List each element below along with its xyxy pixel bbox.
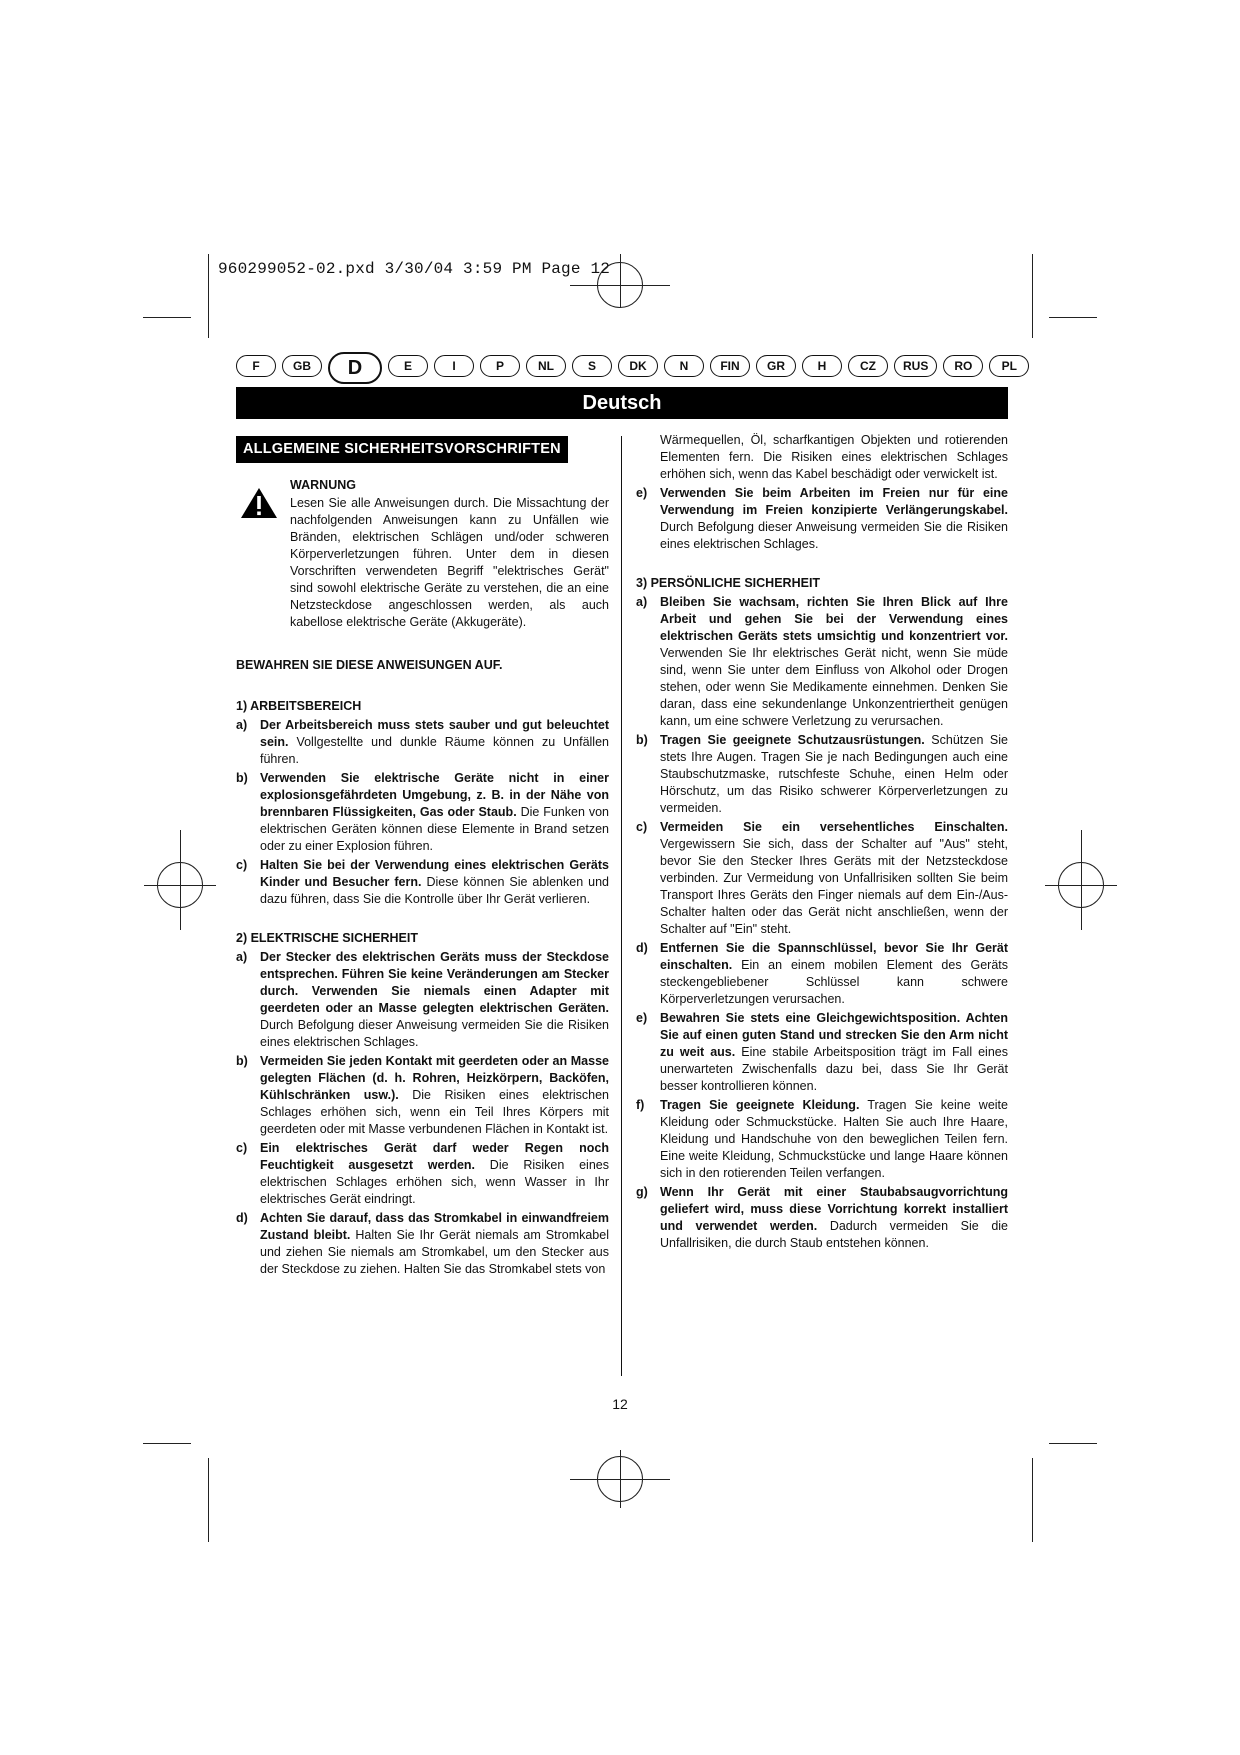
item-bold-text: Vermeiden Sie jeden Kontakt mit geerdeten oder an Masse gelegten Flächen (d. h. Rohren, Heizkörpern, Backöfen, Kühlschränken usw.). [260, 1054, 609, 1102]
item-text: Diese können Sie ablenken und dazu führen, dass Sie die Kontrolle über Ihr Gerät verlieren. [260, 875, 609, 906]
item-bold-text: Der Stecker des elektrischen Geräts muss der Steckdose entsprechen. Führen Sie keine Veränderungen am Stecker durch. Verwenden Sie niemals einen Adapter mit geerdeten oder an Masse gelegten elektrischen Geräten. [260, 950, 609, 1015]
crop-mark [1032, 1458, 1033, 1542]
language-pill-cz[interactable]: CZ [848, 355, 888, 377]
list-item [236, 770, 609, 855]
item-text: Durch Befolgung dieser Anweisung vermeiden Sie die Risiken eines elektrischen Schlages. [660, 520, 1008, 551]
list-item [636, 485, 1008, 553]
list-item [636, 1097, 1008, 1182]
crop-mark [1032, 254, 1033, 338]
item-label: e) [636, 1011, 648, 1025]
item-bold-text: Verwenden Sie elektrische Geräte nicht in einer explosionsgefährdeten Umgebung, z. B. in der Nähe von brennbaren Flüssigkeiten, Gas oder Staub. [260, 771, 609, 819]
item-label: a) [636, 595, 648, 609]
registration-line [620, 254, 621, 308]
item-text: Die Risiken eines elektrischen Schlages erhöhen sich, wenn Wasser in Ihr elektrisches Gerät eindringt. [260, 1158, 609, 1206]
item-bold-text: Bewahren Sie stets eine Gleichgewichtsposition. Achten Sie auf einen guten Stand und strecken Sie den Arm nicht zu weit aus. [660, 1011, 1008, 1059]
subsection-title-electrical-safety: 2) ELEKTRISCHE SICHERHEIT [236, 931, 418, 945]
electrical-safety-item-e [636, 485, 1008, 553]
item-bold-text: Ein elektrisches Gerät darf weder Regen noch Feuchtigkeit ausgesetzt werden. [260, 1141, 609, 1172]
section-title: ALLGEMEINE SICHERHEITSVORSCHRIFTEN [236, 436, 568, 463]
item-label: d) [636, 941, 648, 955]
language-pill-ro[interactable]: RO [943, 355, 983, 377]
list-item [636, 1184, 1008, 1252]
item-bold-text: Wenn Ihr Gerät mit einer Staubabsaugvorrichtung geliefert wird, muss diese Vorrichtung korrekt installiert und verwendet werden. [660, 1185, 1008, 1233]
warning-triangle-icon [240, 487, 278, 519]
item-text: Die Funken von elektrischen Geräten können diese Elemente in Brand setzen oder zu einer Explosion führen. [260, 805, 609, 853]
item-label: e) [636, 486, 648, 500]
item-bold-text: Vermeiden Sie ein versehentliches Einschalten. [660, 820, 1008, 834]
item-label: g) [636, 1185, 648, 1199]
item-text: Ein an einem mobilen Element des Geräts steckengebliebener Schlüssel kann schwere Körperverletzungen verursachen. [660, 958, 1008, 1006]
subsection-title-work-area: 1) ARBEITSBEREICH [236, 699, 362, 713]
language-pill-gb[interactable]: GB [282, 355, 322, 377]
work-area-list [236, 717, 609, 908]
registration-line [180, 830, 181, 930]
crop-mark [1049, 1443, 1097, 1444]
warning-text: Lesen Sie alle Anweisungen durch. Die Missachtung der nachfolgenden Anweisungen kann zu Unfällen wie Bränden, elektrischen Schlägen und/oder schweren Körperverletzungen führen. Unter dem in diesen Vorschriften verwendeten Begriff "elektrisches Gerät" sind sowohl elektrische Geräte zu verstehen, die an eine Netzsteckdose angeschlossen werden, als auch kabellose elektrische Geräte (Akkugeräte). [290, 496, 609, 629]
crop-mark [143, 317, 191, 318]
electrical-safety-list [236, 949, 609, 1278]
language-pill-gr[interactable]: GR [756, 355, 796, 377]
language-pill-i[interactable]: I [434, 355, 474, 377]
item-bold-text: Achten Sie darauf, dass das Stromkabel in einwandfreiem Zustand bleibt. [260, 1211, 609, 1242]
list-item [636, 732, 1008, 817]
personal-safety-list [636, 594, 1008, 1252]
list-item [636, 819, 1008, 938]
item-label: c) [236, 858, 248, 872]
warning-block [236, 477, 609, 631]
item-text: Vollgestellte und dunkle Räume können zu Unfällen führen. [260, 735, 609, 766]
language-pill-d[interactable]: D [328, 352, 382, 384]
item-text: Die Risiken eines elektrischen Schlages erhöhen sich, wenn ein Teil Ihres Körpers mit geerdeten oder mit Masse verbundenen Flächen in Kontakt ist. [260, 1088, 610, 1136]
item-label: c) [236, 1141, 248, 1155]
item-text: Durch Befolgung dieser Anweisung vermeiden Sie die Risiken eines elektrischen Schlages. [260, 1018, 609, 1049]
language-pill-dk[interactable]: DK [618, 355, 658, 377]
item-label: b) [636, 733, 648, 747]
language-pill-h[interactable]: H [802, 355, 842, 377]
item-text: Verwenden Sie Ihr elektrisches Gerät nicht, wenn Sie müde sind, wenn Sie unter dem Einfluss von Alkohol oder Drogen stehen, oder wenn Sie Medikamente einnehmen. Denken Sie daran, dass eine sekundenlange Unkonzentriertheit genügen kann, um eine schwere Verletzung zu verursachen. [660, 646, 1008, 728]
language-pill-rus[interactable]: RUS [894, 355, 937, 377]
list-item [236, 1210, 609, 1278]
keep-instructions: BEWAHREN SIE DIESE ANWEISUNGEN AUF. [236, 658, 503, 672]
item-label: f) [636, 1098, 645, 1112]
language-pill-e[interactable]: E [388, 355, 428, 377]
crop-mark [1049, 317, 1097, 318]
language-title-bar: Deutsch [236, 387, 1008, 419]
list-item [236, 1053, 609, 1138]
page-number: 12 [612, 1396, 628, 1412]
warning-title: WARNUNG [290, 478, 356, 492]
item-bold-text: Tragen Sie geeignete Schutzausrüstungen. [660, 733, 925, 747]
language-pill-nl[interactable]: NL [526, 355, 566, 377]
continued-text: Wärmequellen, Öl, scharfkantigen Objekten und rotierenden Elementen fern. Die Risiken eines elektrischen Schlages erhöhen sich, wenn das Kabel beschädigt oder verwickelt ist. [660, 433, 1008, 481]
list-item [636, 594, 1008, 730]
language-selector [236, 352, 1029, 380]
item-text: Vergewissern Sie sich, dass der Schalter auf "Aus" steht, bevor Sie den Stecker Ihres Geräts mit der Netzsteckdose verbinden. Zur Vermeidung von Unfallrisiken sollten Sie beim Transport Ihres Geräts den Finger niemals auf dem Ein-/Aus-Schalter halten oder das Gerät nicht anschließen, wenn der Schalter auf "Ein" steht. [660, 837, 1008, 936]
item-label: b) [236, 1054, 248, 1068]
list-item [236, 1140, 609, 1208]
registration-line [1081, 830, 1082, 930]
item-label: b) [236, 771, 248, 785]
item-bold-text: Der Arbeitsbereich muss stets sauber und gut beleuchtet sein. [260, 718, 609, 749]
language-pill-f[interactable]: F [236, 355, 276, 377]
item-bold-text: Halten Sie bei der Verwendung eines elektrischen Geräts Kinder und Besucher fern. [260, 858, 609, 889]
print-slug: 960299052-02.pxd 3/30/04 3:59 PM Page 12 [218, 260, 611, 278]
crop-mark [143, 1443, 191, 1444]
registration-line [620, 1450, 621, 1508]
language-pill-n[interactable]: N [664, 355, 704, 377]
item-label: c) [636, 820, 648, 834]
item-text: Schützen Sie stets Ihre Augen. Tragen Sie je nach Bedingungen auch eine Staubschutzmaske, rutschfeste Schuhe, einen Helm oder Hörschutz, um das Risiko schwerer Körperverletzungen zu vermeiden. [660, 733, 1008, 815]
language-pill-p[interactable]: P [480, 355, 520, 377]
item-text: Eine stabile Arbeitsposition trägt im Fall eines unerwarteten Zwischenfalls dazu bei, dass Sie Ihr Gerät besser kontrollieren können. [660, 1045, 1008, 1093]
right-column [636, 432, 1008, 1254]
language-pill-s[interactable]: S [572, 355, 612, 377]
item-bold-text: Entfernen Sie die Spannschlüssel, bevor Sie Ihr Gerät einschalten. [660, 941, 1008, 972]
item-label: a) [236, 718, 248, 732]
crop-mark [208, 1458, 209, 1542]
item-bold-text: Bleiben Sie wachsam, richten Sie Ihren Blick auf Ihre Arbeit und gehen Sie bei der Verwendung eines elektrischen Geräts stets umsichtig und konzentriert vor. [660, 595, 1008, 643]
list-item [236, 949, 609, 1051]
item-label: a) [236, 950, 248, 964]
item-text: Dadurch vermeiden Sie die Unfallrisiken, die durch Staub entstehen können. [660, 1219, 1009, 1250]
left-column [236, 436, 609, 1280]
list-item [236, 717, 609, 768]
item-label: d) [236, 1211, 248, 1225]
item-bold-text: Verwenden Sie beim Arbeiten im Freien nur für eine Verwendung im Freien konzipierte Verlängerungskabel. [660, 486, 1008, 517]
subsection-title-personal-safety: 3) PERSÖNLICHE SICHERHEIT [636, 576, 821, 590]
item-bold-text: Tragen Sie geeignete Kleidung. [660, 1098, 860, 1112]
language-pill-fin[interactable]: FIN [710, 355, 750, 377]
list-item [236, 857, 609, 908]
list-item [636, 940, 1008, 1008]
item-text: Halten Sie Ihr Gerät niemals am Stromkabel und ziehen Sie niemals am Stromkabel, um den Stecker aus der Steckdose zu ziehen. Halten Sie das Stromkabel stets von [260, 1228, 609, 1276]
language-pill-pl[interactable]: PL [989, 355, 1029, 377]
column-divider [621, 436, 622, 1376]
list-item [636, 1010, 1008, 1095]
crop-mark [208, 254, 209, 338]
item-text: Tragen Sie keine weite Kleidung oder Schmuckstücke. Halten Sie auch Ihre Haare, Kleidung und Handschuhe von den beweglichen Teilen fern. Eine weite Kleidung, Schmuckstücke und lange Haare können sich in den rotierenden Teilen verfangen. [660, 1098, 1008, 1180]
